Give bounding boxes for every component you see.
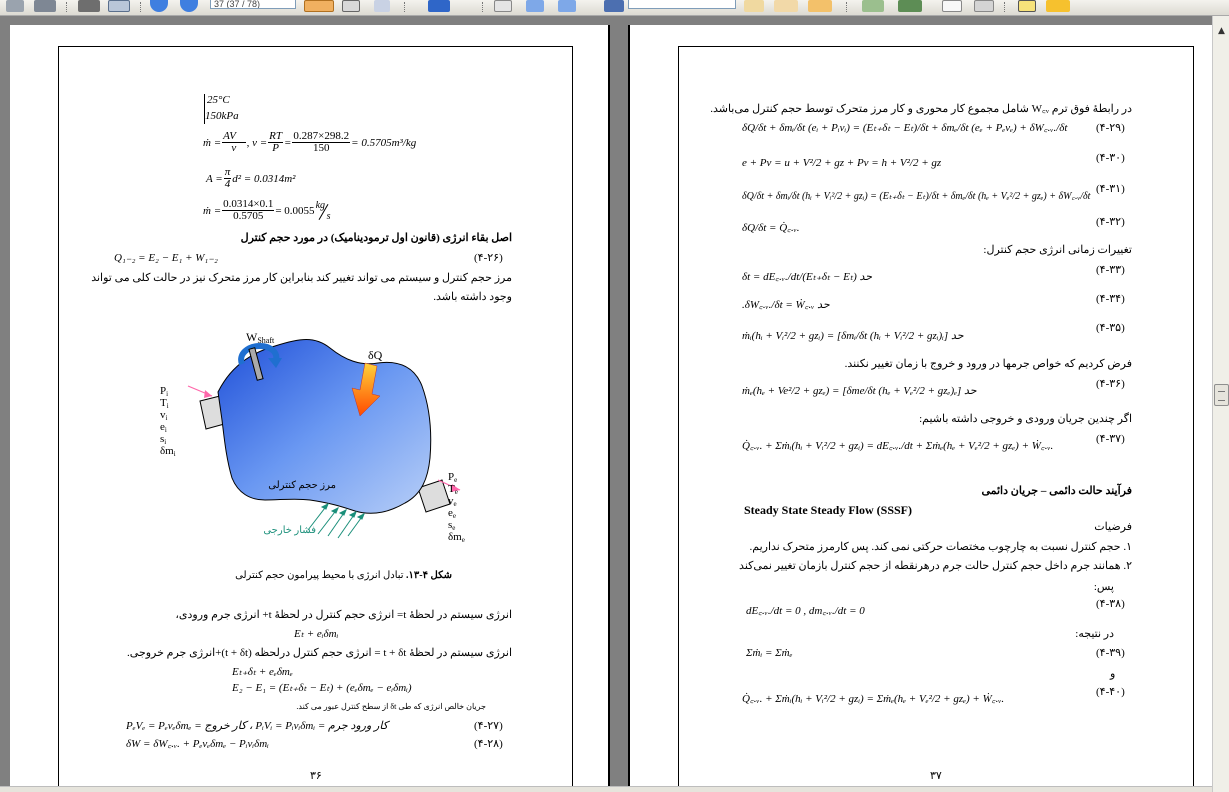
fraction — [268, 131, 283, 154]
print-icon[interactable] — [78, 0, 100, 12]
section-heading: اصل بقاء انرژی (قانون اول ترمودینامیک) در مورد حجم کنترل — [240, 232, 512, 244]
denominator: v — [231, 142, 237, 154]
outlet-property-label: Te — [448, 483, 458, 496]
fraction — [222, 199, 274, 222]
inlet-property-labels — [160, 385, 176, 458]
save-icon[interactable] — [6, 0, 24, 12]
pressure-label: فشار خارجی — [263, 525, 316, 536]
paragraph-line: پس: — [1093, 581, 1114, 593]
paragraph-line: وجود داشته باشد. — [433, 291, 512, 303]
boundary-label: مرز حجم کنترلی — [268, 480, 336, 491]
equation-28-number: (۴-۲۸) — [474, 738, 503, 750]
caption-label: شکل ۴-۱۳. — [406, 570, 452, 581]
energy-difference-equation: E₂ − E₁ = (Eₜ₊δₜ − Eₜ) + (eₑδmₑ − eᵢδmᵢ) — [232, 682, 412, 694]
equation-26: Q₁₋₂ = E₂ − E₁ + W₁₋₂ — [114, 252, 218, 264]
paragraph-line: انرژی سیستم در لحظهٔ t= انرژی حجم کنترل در لحظهٔ t+ انرژی جرم ورودی، — [175, 609, 512, 621]
equation-29-number: (۴-۲۹) — [1096, 122, 1125, 134]
outlet-property-labels — [448, 471, 465, 544]
equation-28: δW = δW꜀.ᵥ. + Pₑvₑδmₑ − Pᵢvᵢδmᵢ — [126, 738, 269, 750]
back-icon[interactable] — [150, 0, 168, 12]
section-heading-english: Steady State Steady Flow (SSSF) — [744, 503, 913, 517]
inlet-property-label: Ti — [160, 397, 169, 410]
equation-31-number: (۴-۳۱) — [1096, 183, 1125, 195]
paragraph-line: در رابطهٔ فوق ترم W꜀ᵥ شامل مجموع کار محوری و کار مرز متحرک توسط حجم کنترل می‌باشد. — [710, 103, 1132, 115]
equation-26-number: (۴-۲۶) — [474, 252, 503, 264]
document-viewport[interactable] — [0, 16, 1212, 786]
eq-text: = 0.5705m³/kg — [351, 136, 417, 149]
equation-37: Q̇꜀.ᵥ. + Σṁᵢ(hᵢ + Vᵢ²/2 + gzᵢ) = dE꜀.ᵥ./dt + Σṁₑ(hₑ + Vₑ²/2 + gzₑ) + Ẇ꜀.ᵥ. — [742, 440, 1054, 452]
comment-icon[interactable] — [774, 0, 798, 12]
outlet-property-label: ee — [448, 507, 456, 520]
page-37 — [628, 25, 1212, 792]
equation-36: حد [δme/δt (hₑ + Vₑ²/2 + gzₑ)ₑ] = ṁₑ(hₑ + Ve²/2 + gzₑ) — [742, 385, 977, 397]
vertical-scrollbar[interactable] — [1212, 16, 1229, 792]
toolbar-separator — [846, 2, 848, 12]
numerator: AV⃗ — [223, 130, 245, 142]
energy-out-expression: Eₜ₊δₜ + eₑδmₑ — [232, 666, 293, 678]
heat-label: δQ — [368, 348, 383, 362]
forward-icon[interactable] — [180, 0, 198, 12]
text-icon[interactable] — [1018, 0, 1036, 12]
equation-39-number: (۴-۳۹) — [1096, 647, 1125, 659]
paragraph-line: و — [1110, 668, 1116, 680]
outlet-property-label: ve — [448, 495, 457, 508]
equation-39: Σṁᵢ = Σṁₑ — [746, 647, 793, 659]
eq-text: = — [283, 136, 292, 149]
state-temp: 25°C — [207, 94, 230, 106]
eq-text: , v = — [246, 136, 268, 149]
unit-fraction — [315, 200, 337, 222]
eq-text: = 0.0055 — [275, 204, 315, 217]
hand-tool-icon[interactable] — [304, 0, 334, 12]
snapshot-icon[interactable] — [428, 0, 450, 12]
inlet-property-label: Pi — [160, 385, 169, 398]
delete-icon[interactable] — [808, 0, 832, 12]
denominator: P — [272, 142, 279, 154]
fit-page-icon[interactable] — [526, 0, 544, 12]
inlet-property-label: vi — [160, 409, 168, 422]
numerator: 0.0314×0.1 — [223, 198, 274, 210]
unit-denominator: s — [326, 210, 331, 222]
eq-text: ṁ = — [203, 136, 222, 149]
energy-in-expression: Eₜ + eᵢδmᵢ — [294, 628, 339, 640]
inlet-property-label: δmi — [160, 445, 176, 458]
list-item: ٢. همانند جرم داخل حجم کنترل حالت جرم درهرنقطه از حجم کنترل بازمان تغییر نمی‌کند — [739, 560, 1132, 572]
equation-37-number: (۴-۳۷) — [1096, 433, 1125, 445]
equation-40-number: (۴-۴۰) — [1096, 686, 1125, 698]
outlet-property-label: δme — [448, 531, 465, 544]
area-equation — [206, 167, 295, 190]
search-input[interactable] — [628, 0, 736, 9]
caption-text: تبادل انرژی با محیط پیرامون حجم کنترلی — [235, 570, 407, 581]
toolbar-separator — [404, 2, 406, 12]
page-number-input[interactable]: 37 (37 / 78) — [210, 0, 296, 9]
toolbar-separator — [66, 2, 68, 12]
denominator: 0.5705 — [233, 210, 264, 222]
section-heading: فرآیند حالت دائمی – جریان دائمی — [981, 485, 1132, 497]
select-icon[interactable] — [374, 0, 390, 12]
page-icon[interactable] — [942, 0, 962, 12]
equation-30: e + Pv = u + V²/2 + gz + Pv = h + V²/2 + gz — [742, 157, 942, 169]
page-number: ۳۷ — [930, 770, 942, 782]
figure-caption — [235, 569, 452, 582]
page-36 — [10, 25, 610, 792]
equation-31: δQ/δt + δmᵢ/δt (hᵢ + Vᵢ²/2 + gzᵢ) = (Eₜ₊δₜ − Eₜ)/δt + δmₑ/δt (hₑ + Vₑ²/2 + gzₑ) + δW꜀.ᵥ/δt — [742, 191, 1091, 202]
toolbar-separator — [482, 2, 484, 12]
fraction — [224, 167, 232, 190]
equation-33: حد (Eₜ₊δₜ − Eₜ)/δt = dE꜀.ᵥ./dt — [742, 271, 873, 283]
equation-30-number: (۴-۳۰) — [1096, 152, 1125, 164]
net-energy-note: جریان خالص انرژی که طی δt از سطح کنترل عبور می کند. — [296, 702, 486, 711]
fraction — [292, 131, 350, 154]
fit-width-icon[interactable] — [558, 0, 576, 12]
eq-text: d² = 0.0314m² — [232, 172, 296, 185]
toolbar-separator — [140, 2, 142, 12]
inlet-property-label: si — [160, 433, 167, 446]
equation-40: Q̇꜀.ᵥ. + Σṁᵢ(hᵢ + Vᵢ²/2 + gzᵢ) = Σṁₑ(hₑ + Vₑ²/2 + gzₑ) + Ẇ꜀.ᵥ. — [742, 693, 1005, 705]
scroll-up-icon[interactable]: ▲ — [1218, 26, 1225, 36]
state-pressure: 150kPa — [205, 110, 239, 122]
paragraph-line: مرز حجم کنترل و سیستم می تواند تغییر کند بنابراین کار مرز متحرک نیز در حالت کلی می تواند — [91, 272, 512, 284]
eq-text: A = — [206, 172, 223, 185]
equation-36-number: (۴-۳۶) — [1096, 378, 1125, 390]
mass-flow-result-equation — [203, 199, 337, 222]
equation-35-number: (۴-۳۵) — [1096, 322, 1125, 334]
attach-icon[interactable] — [862, 0, 884, 12]
pages-icon[interactable] — [974, 0, 994, 12]
list-item: ١. حجم کنترل نسبت به چارچوب مختصات حرکتی نمی کند. پس کارمرز متحرک نداریم. — [749, 541, 1132, 553]
page-setup-icon[interactable] — [108, 0, 130, 12]
paragraph-line: اگر چندین جریان ورودی و خروجی داشته باشیم: — [919, 413, 1132, 425]
equation-29: δQ/δt + δmᵢ/δt (eᵢ + Pᵢvᵢ) = (Eₜ₊δₜ − Eₜ)/δt + δmₑ/δt (eₑ + Pₑvₑ) + δW꜀.ᵥ./δt — [742, 122, 1068, 134]
eq-text: ṁ = — [203, 204, 222, 217]
outlet-property-label: se — [448, 519, 456, 532]
paragraph-line: فرض کردیم که خواص جرمها در ورود و خروج با زمان تغییر نکنند. — [844, 358, 1132, 370]
equation-35: حد [δmᵢ/δt (hᵢ + Vᵢ²/2 + gzᵢ)ᵢ] = ṁᵢ(hᵢ + Vᵢ²/2 + gzᵢ) — [742, 330, 964, 342]
inlet-property-label: ei — [160, 421, 167, 434]
paragraph-line: فرضیات — [1094, 521, 1132, 533]
unit-numerator: kg — [315, 199, 326, 211]
scroll-thumb[interactable] — [1214, 384, 1229, 406]
toolbar-separator — [1004, 2, 1006, 12]
highlight-icon[interactable] — [744, 0, 764, 12]
paragraph-line: تغییرات زمانی انرژی حجم کنترل: — [983, 244, 1132, 256]
control-volume-figure — [160, 308, 480, 558]
horizontal-scrollbar[interactable] — [0, 786, 1212, 792]
save-all-icon[interactable] — [34, 0, 56, 12]
equation-33-number: (۴-۳۳) — [1096, 264, 1125, 276]
paragraph-line: در نتیجه: — [1075, 628, 1114, 640]
numerator: π — [224, 166, 231, 178]
toolbar — [0, 0, 1229, 16]
inlet-arrowhead — [204, 390, 212, 398]
outlet-property-label: Pe — [448, 471, 458, 484]
fraction — [222, 131, 245, 154]
equation-34-number: (۴-۳۴) — [1096, 293, 1125, 305]
equation-27-number: (۴-۲۷) — [474, 720, 503, 732]
equation-27: کار ورود جرم = PᵢVᵢ = Pᵢvᵢδmᵢ ، کار خروج = PₑVₑ = Pₑvₑδmₑ — [126, 720, 388, 732]
columns-icon[interactable] — [604, 0, 624, 12]
numerator: 0.287×298.2 — [293, 130, 350, 142]
equation-32: δQ/δt = Q̇꜀.ᵥ. — [742, 222, 800, 234]
page-number: ۳۶ — [310, 770, 322, 782]
numerator: RT — [269, 130, 282, 142]
car-icon[interactable] — [898, 0, 922, 12]
shaft-work-label: WShaft — [246, 330, 275, 345]
mass-flow-equation — [203, 131, 416, 154]
note-icon[interactable] — [1046, 0, 1070, 12]
denominator: 150 — [313, 142, 330, 154]
equation-38-number: (۴-۳۸) — [1096, 598, 1125, 610]
equation-32-number: (۴-۳۲) — [1096, 216, 1125, 228]
equation-34: حد δW꜀.ᵥ./δt = Ẇ꜀.ᵥ. — [742, 299, 830, 311]
select-text-icon[interactable] — [342, 0, 360, 12]
equation-38: dE꜀.ᵥ./dt = 0 , dm꜀.ᵥ./dt = 0 — [746, 605, 865, 617]
zoom-icon[interactable] — [494, 0, 512, 12]
paragraph-line: انرژی سیستم در لحظهٔ t + δt = انرژی حجم کنترل درلحظه (t + δt)+انرژی جرم خروجی. — [127, 647, 512, 659]
denominator: 4 — [224, 178, 231, 190]
